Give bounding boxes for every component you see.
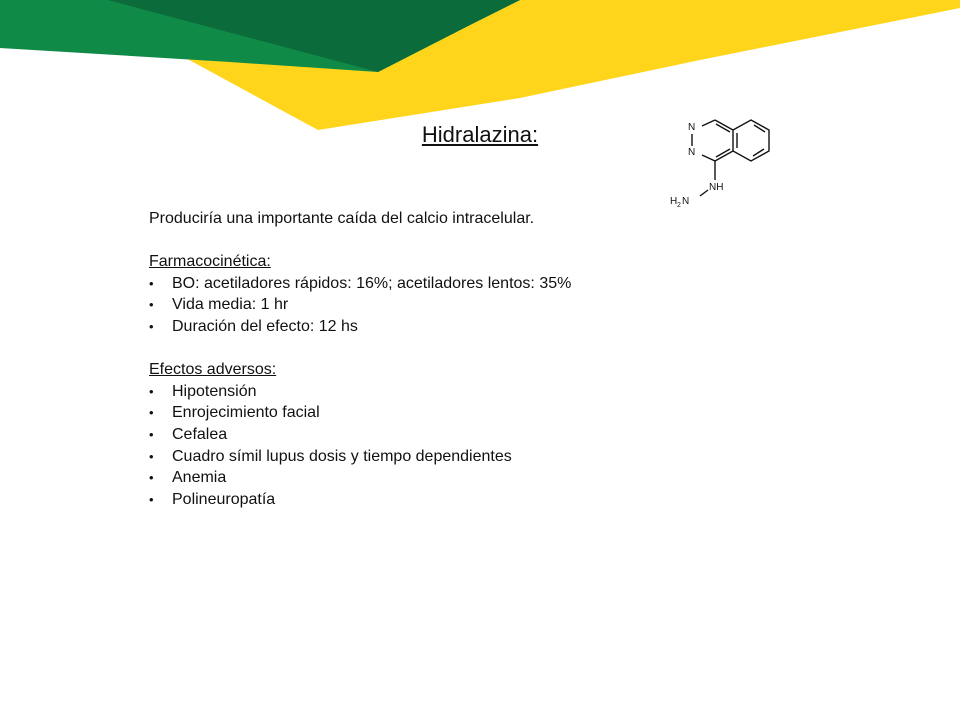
list-item: • Vida media: 1 hr xyxy=(149,294,609,316)
benzene-ring xyxy=(733,120,769,161)
list-item: • Polineuropatía xyxy=(149,489,609,511)
atom-label-h: H xyxy=(670,196,678,207)
list-item: • BO: acetiladores rápidos: 16%; acetiladores lentos: 35% xyxy=(149,273,609,295)
list-item: • Anemia xyxy=(149,467,609,489)
atom-label-n3: N xyxy=(682,196,690,207)
list-item: • Hipotensión xyxy=(149,381,609,403)
atom-label-n2: N xyxy=(688,147,696,158)
header-banner xyxy=(0,0,960,140)
spacer xyxy=(149,338,609,360)
atom-label-nh: NH xyxy=(709,182,724,193)
atom-label-subscript: 2 xyxy=(677,202,681,209)
list-item: • Cuadro símil lupus dosis y tiempo dependientes xyxy=(149,446,609,468)
slide-body xyxy=(149,208,609,510)
section-heading-efectos-adversos: Efectos adversos: xyxy=(149,361,277,379)
list-item: • Enrojecimiento facial xyxy=(149,402,609,424)
slide-title: Hidralazina: xyxy=(421,122,539,147)
intro-text: Produciría una importante caída del calcio intracelular. xyxy=(149,210,535,227)
atom-label-n1: N xyxy=(688,122,696,133)
hydralazine-structure-diagram xyxy=(664,108,784,212)
list-item: • Duración del efecto: 12 hs xyxy=(149,316,609,338)
spacer xyxy=(149,230,609,252)
efectos-adversos-list xyxy=(149,381,609,511)
farmacocinetica-list xyxy=(149,273,609,338)
section-heading-farmacocinetica: Farmacocinética: xyxy=(149,253,271,271)
list-item: • Cefalea xyxy=(149,424,609,446)
